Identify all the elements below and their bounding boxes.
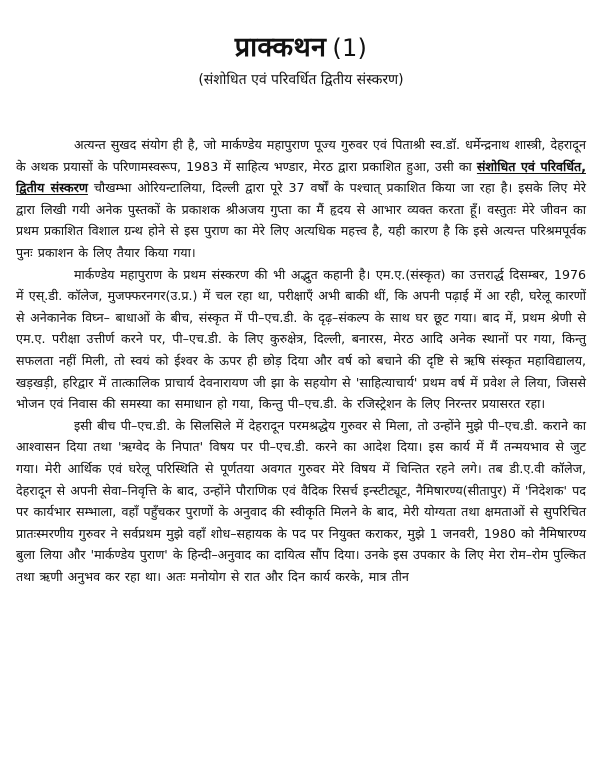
page-title	[16, 30, 586, 66]
page-subtitle: (संशोधित एवं परिवर्धित द्वितीय संस्करण)	[198, 72, 404, 88]
edition-highlight: संशोधित एवं परिवर्धित, द्वितीय संस्करण	[16, 158, 586, 196]
title-number: (1)	[332, 34, 368, 62]
paragraph-1-text-after: चौखम्भा ओरियन्टालिया, दिल्ली द्वारा पूरे 37 वर्षों के पश्चात् प्रकाशित किया जा रहा है। इसके लिए मेरे द्वारा लिखी गयी अनेक पुस्तकों के प्रकाशक श्रीअजय गुप्ता का मैं हृदय से आभार व्यक्त करता हूँ। वस्तुतः मेरे जीवन का प्रथम प्रकाशित विशाल ग्रन्थ होने से इस पुराण का मेरे लिए अत्यधिक महत्त्व है, यही कारण है कि इसे अत्यन्त परिश्रमपूर्वक पुनः प्रकाशन के लिए तैयार किया गया।	[16, 180, 586, 260]
document-body	[16, 134, 586, 587]
paragraph-1	[16, 134, 586, 264]
paragraph-1-text-before: अत्यन्त सुखद संयोग ही है, जो मार्कण्डेय महापुराण पूज्य गुरुवर एवं पिताश्री स्व.डॉ. धर्मेन्द्रनाथ शास्त्री, देहरादून के अथक प्रयासों के परिणामस्वरूप, 1983 में साहित्य भण्डार, मेरठ द्वारा प्रकाशित हुआ, उसी का	[16, 137, 586, 174]
title-main: प्राक्कथन	[234, 32, 327, 63]
paragraph-2: मार्कण्डेय महापुराण के प्रथम संस्करण की भी अद्भुत कहानी है। एम.ए.(संस्कृत) का उत्तरार्द्ध दिसम्बर, 1976 में एस्.डी. कॉलेज, मुजफ्फरनगर(उ.प्र.) में चल रहा था, परीक्षाएँ अभी बाकी थीं, कि अपनी पढ़ाई में आ रही, घरेलू कारणों से अनेकानेक विघ्न– बाधाओं के बीच, संस्कृत में पी–एच.डी. के दृढ़–संकल्प के साथ घर छूट गया। बाद में, प्रथम श्रेणी से एम.ए. परीक्षा उत्तीर्ण करने पर, पी–एच.डी. के लिए कुरुक्षेत्र, दिल्ली, बनारस, मेरठ आदि अनेक स्थानों पर गया, किन्तु सफलता नहीं मिली, तो स्वयं को ईश्वर के ऊपर ही छोड़ दिया और वर्ष को बचाने की दृष्टि से ऋषि संस्कृत महाविद्यालय, खड़खड़ी, हरिद्वार में तात्कालिक प्राचार्य देवनारायण जी झा के सहयोग से 'साहित्याचार्य' प्रथम वर्ष में प्रवेश ले लिया, जिससे भोजन एवं निवास की समस्या का समाधान हो गया, किन्तु पी–एच.डी. के रजिस्ट्रेशन के लिए निरन्तर प्रयासरत रहा।	[16, 266, 586, 412]
paragraph-3: इसी बीच पी–एच.डी. के सिलसिले में देहरादून परमश्रद्धेय गुरुवर से मिला, तो उन्होंने मुझे पी–एच.डी. कराने का आश्वासन दिया तथा 'ऋग्वेद के निपात' विषय पर पी–एच.डी. करने का आदेश दिया। इस कार्य में मैं तन्मयभाव से जुट गया। मेरी आर्थिक एवं घरेलू परिस्थिति से पूर्णतया अवगत गुरुवर मेरे विषय में चिन्तित रहने लगे। तब डी.ए.वी कॉलेज, देहरादून से अपनी सेवा–निवृत्ति के बाद, उन्होंने पौराणिक एवं वैदिक रिसर्च इन्स्टीट्यूट, नैमिषारण्य(सीतापुर) में 'निदेशक' पद पर कार्यभार सम्भाला, वहाँ पहुँचकर पुराणों के अनुवाद की स्वीकृति मिलने के बाद, मेरी योग्यता तथा क्षमताओं से सुपरिचित प्रातःस्मरणीय गुरुवर ने सर्वप्रथम मुझे वहाँ शोध–सहायक के पद पर नियुक्त कराकर, मुझे 1 जनवरी, 1980 को नैमिषारण्य बुला लिया और 'मार्कण्डेय पुराण' के हिन्दी–अनुवाद का दायित्व सौंप दिया। उनके इस उपकार के लिए मेरा रोम–रोम पुल्कित तथा ऋणी अनुभव कर रहा था। अतः मनोयोग से रात और दिन कार्य करके, मात्र तीन	[16, 417, 586, 584]
document-page	[0, 30, 600, 775]
